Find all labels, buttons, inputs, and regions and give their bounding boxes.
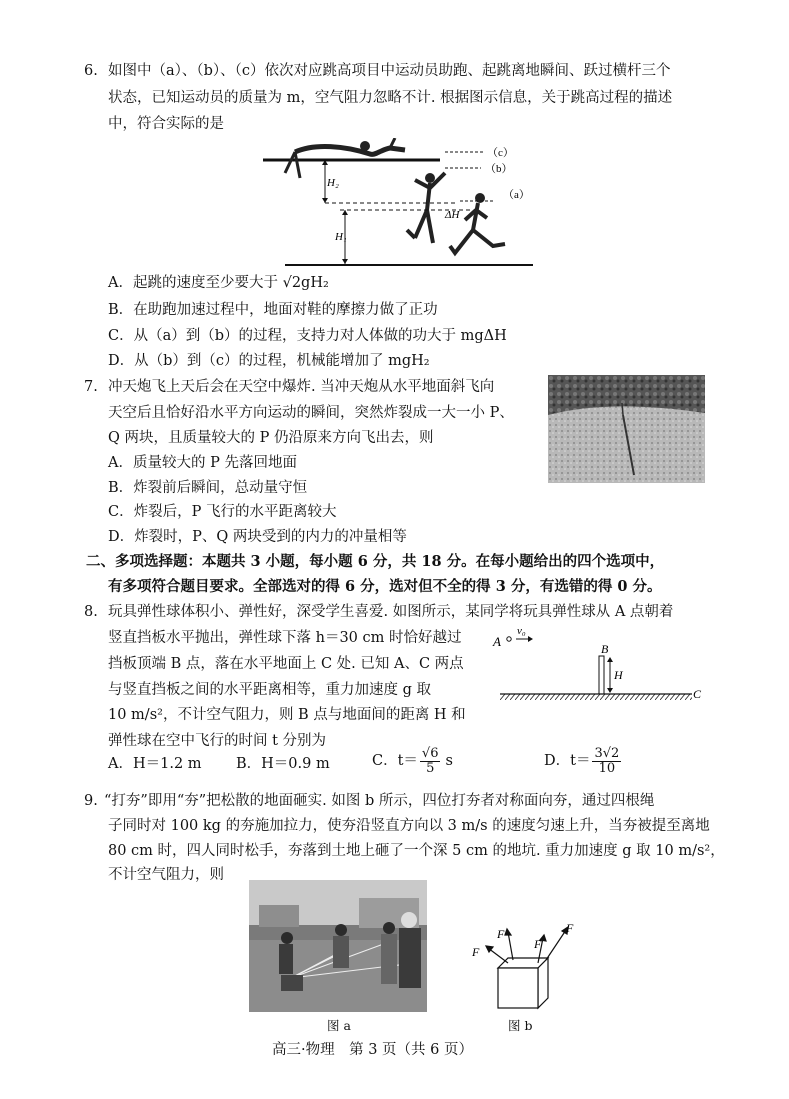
- q6-stem-line1: 如图中（a）、（b）、（c）依次对应跳高项目中运动员助跑、起跳离地瞬间、跃过横杆三个: [108, 63, 671, 79]
- label-H1: H₁: [335, 231, 347, 243]
- force-label-3: F: [534, 937, 542, 951]
- q8-number: 8.: [84, 604, 98, 620]
- force-label-4: F: [566, 921, 574, 935]
- q8-option-d-fraction: [592, 747, 621, 775]
- q8-option-b[interactable]: B．H＝0.9 m: [236, 756, 330, 772]
- force-label-1: F: [472, 945, 480, 959]
- q7-option-d[interactable]: D．炸裂时，P、Q 两块受到的内力的冲量相等: [108, 529, 407, 545]
- q8-option-c-prefix: C．t＝: [372, 752, 418, 769]
- q8-option-d-prefix: D．t＝: [544, 752, 591, 769]
- q8-stem-line5: 10 m/s²，不计空气阻力，则 B 点与地面间的距离 H 和: [108, 707, 466, 723]
- figure-b-caption: 图 b: [508, 1018, 533, 1033]
- q7-stem-line2: 天空后且恰好沿水平方向运动的瞬间，突然炸裂成一大一小 P、: [108, 405, 514, 421]
- q8-stem-line1: 玩具弹性球体积小、弹性好，深受学生喜爱. 如图所示，某同学将玩具弹性球从 A 点朝着: [108, 604, 674, 620]
- q8-stem-line2: 竖直挡板水平抛出，弹性球下落 h＝30 cm 时恰好越过: [108, 630, 462, 646]
- q9-number: 9.: [84, 793, 98, 809]
- label-B: B: [601, 642, 609, 656]
- label-c: （c）: [487, 147, 514, 159]
- label-dH: ΔH: [445, 209, 460, 221]
- label-a: （a）: [503, 189, 530, 201]
- tamping-photo: [249, 880, 427, 1012]
- q6-number: 6.: [84, 63, 98, 79]
- section2-heading-line1: 二、多项选择题：本题共 3 小题，每小题 6 分，共 18 分。在每小题给出的四个选项中，: [86, 553, 665, 570]
- q8-option-c-denominator: 5: [426, 760, 435, 776]
- force-label-2: F: [497, 927, 505, 941]
- q9-stem-line1: “打夯”即用“夯”把松散的地面砸实. 如图 b 所示，四位打夯者对称面向夯，通过四根绳: [104, 793, 655, 809]
- q6-stem-line2: 状态，已知运动员的质量为 m，空气阻力忽略不计. 根据图示信息，关于跳高过程的描述: [108, 90, 673, 106]
- q6-option-d[interactable]: D．从（b）到（c）的过程，机械能增加了 mgH₂: [108, 353, 430, 369]
- q9-stem-line2: 子同时对 100 kg 的夯施加拉力，使夯沿竖直方向以 3 m/s 的速度匀速上升，当夯被提至离地: [108, 818, 710, 834]
- section2-heading-line2: 有多项符合题目要求。全部选对的得 6 分，选对但不全的得 3 分，有选错的得 0 分。: [108, 578, 662, 595]
- q8-option-d[interactable]: [544, 747, 621, 775]
- q8-option-d-numerator: 3√2: [594, 746, 620, 761]
- label-C: C: [693, 687, 702, 701]
- q8-option-c[interactable]: [372, 747, 453, 775]
- q9-stem-line4: 不计空气阻力，则: [108, 867, 224, 883]
- q7-option-c[interactable]: C．炸裂后，P 飞行的水平距离较大: [108, 504, 337, 520]
- label-H2: H₂: [327, 177, 339, 189]
- q7-option-b[interactable]: B．炸裂前后瞬间，总动量守恒: [108, 480, 308, 496]
- q6-option-a[interactable]: A．起跳的速度至少要大于 √2gH₂: [108, 275, 329, 291]
- q8-stem-line3: 挡板顶端 B 点，落在水平地面上 C 处. 已知 A、C 两点: [108, 656, 464, 672]
- q7-stem-line1: 冲天炮飞上天后会在天空中爆炸. 当冲天炮从水平地面斜飞向: [108, 379, 495, 395]
- label-H: H: [614, 668, 623, 682]
- projectile-figure: [490, 622, 705, 712]
- q6-option-b[interactable]: B．在助跑加速过程中，地面对鞋的摩擦力做了正功: [108, 302, 438, 318]
- label-v0: v₀: [517, 625, 526, 637]
- q6-stem-line3: 中，符合实际的是: [108, 116, 224, 132]
- q8-option-c-unit: s: [445, 752, 453, 769]
- q8-option-a[interactable]: A．H＝1.2 m: [108, 756, 202, 772]
- q8-option-c-fraction: [420, 747, 441, 775]
- label-A: A: [493, 634, 501, 649]
- q7-number: 7.: [84, 379, 98, 395]
- q7-option-a[interactable]: A．质量较大的 P 先落回地面: [108, 455, 297, 471]
- page-footer: 高三·物理 第 3 页（共 6 页）: [272, 1042, 473, 1058]
- q8-option-c-numerator: √6: [421, 746, 439, 761]
- label-b: （b）: [485, 163, 513, 175]
- q8-option-d-denominator: 10: [598, 760, 616, 776]
- q6-option-c[interactable]: C．从（a）到（b）的过程，支持力对人体做的功大于 mgΔH: [108, 328, 507, 344]
- q7-stem-line3: Q 两块，且质量较大的 P 仍沿原来方向飞出去，则: [108, 430, 434, 446]
- q8-stem-line6: 弹性球在空中飞行的时间 t 分别为: [108, 733, 327, 749]
- q8-stem-line4: 与竖直挡板之间的水平距离相等，重力加速度 g 取: [108, 682, 431, 698]
- firework-photo: [548, 375, 705, 483]
- figure-a-caption: 图 a: [327, 1018, 351, 1033]
- high-jump-figure: [255, 138, 545, 268]
- q9-stem-line3: 80 cm 时，四人同时松手，夯落到土地上砸了一个深 5 cm 的地坑. 重力加速度 g 取 10 m/s²，: [108, 843, 725, 859]
